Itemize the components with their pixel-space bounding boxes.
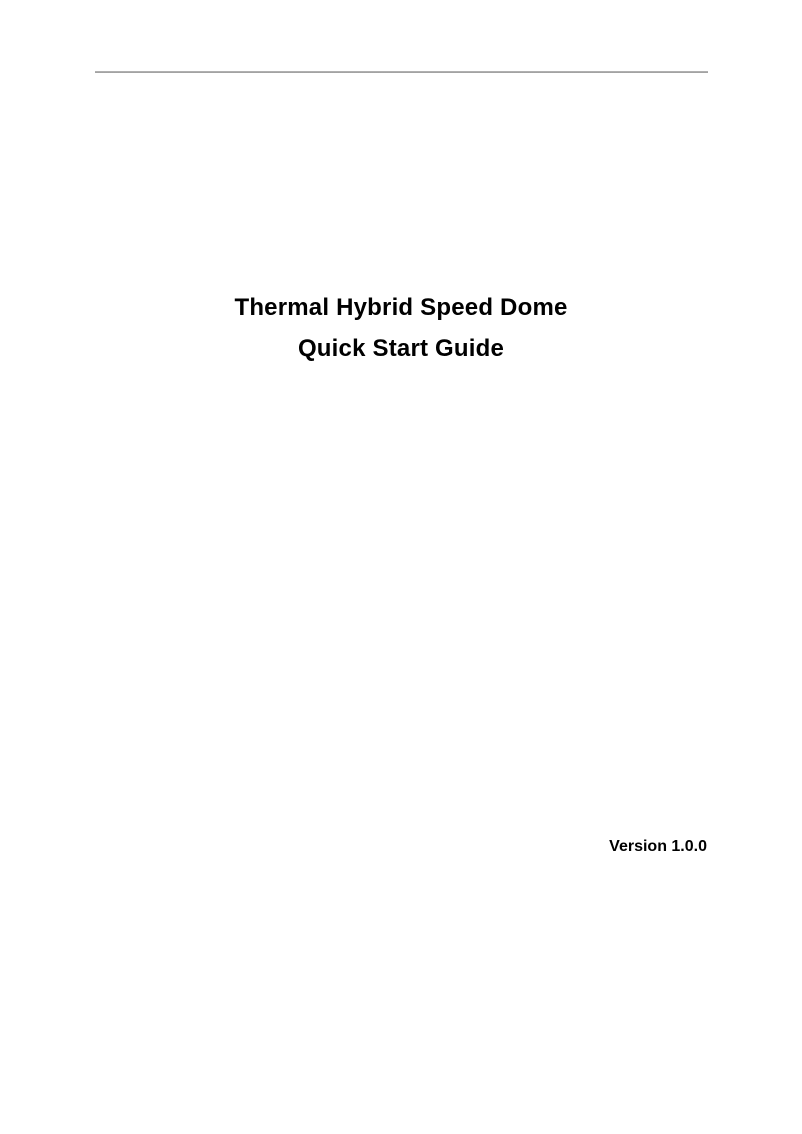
title-line-2: Quick Start Guide (297, 335, 505, 362)
title-line-1: Thermal Hybrid Speed Dome (234, 294, 568, 321)
header-rule (95, 71, 708, 73)
version-label: Version 1.0.0 (609, 838, 707, 855)
document-title (0, 287, 802, 369)
